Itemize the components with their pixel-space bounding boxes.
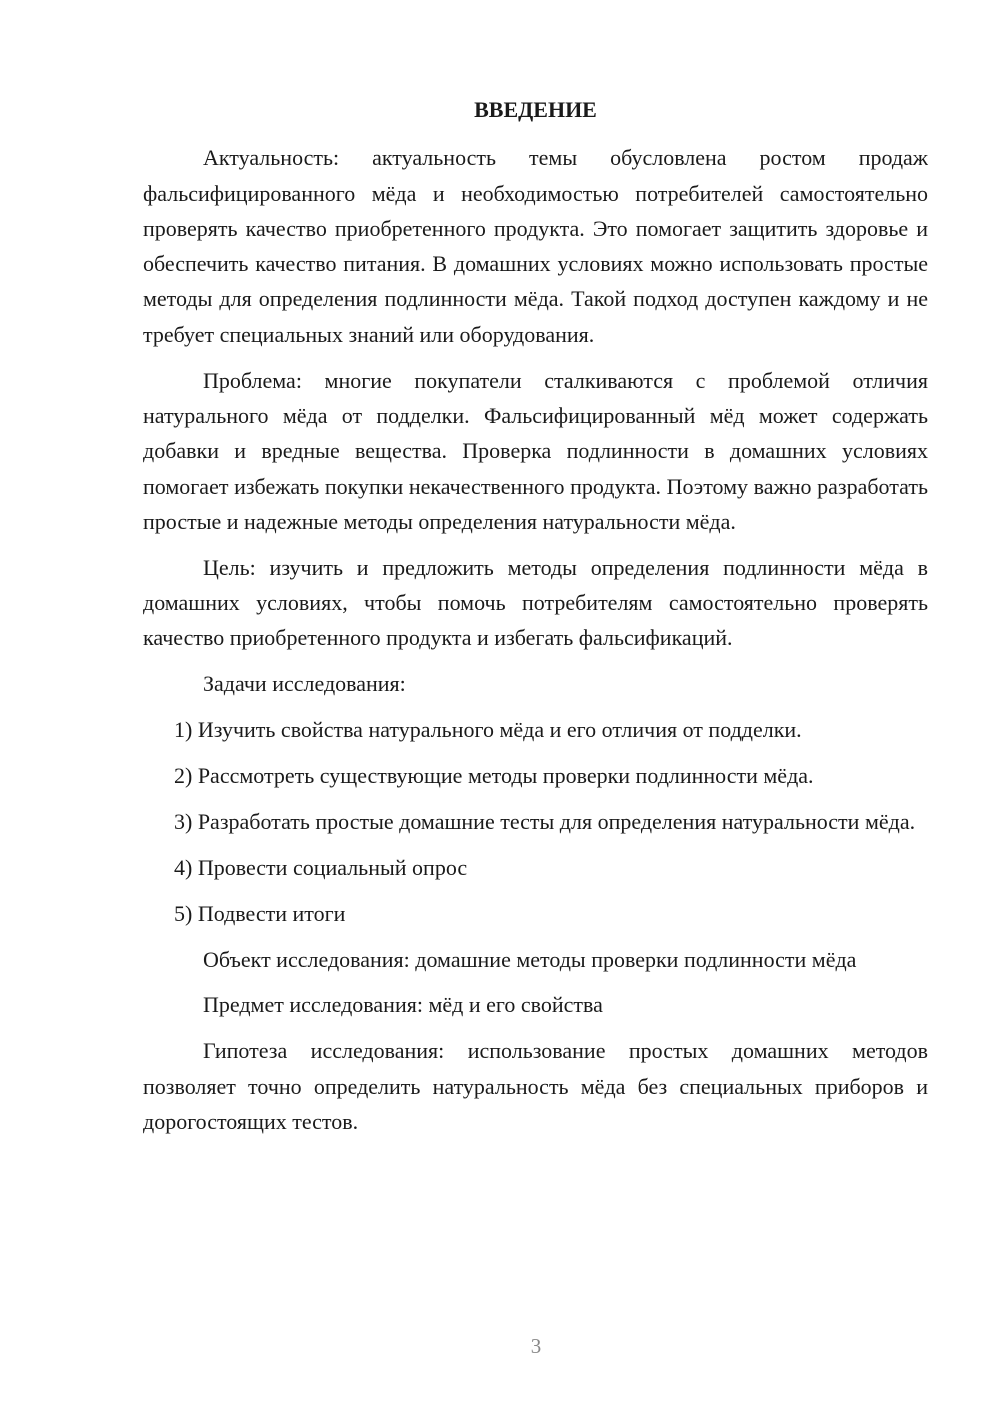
page-number: 3 [530, 1334, 542, 1358]
goal-paragraph: Цель: изучить и предложить методы определения подлинности мёда в домашних условиях, чтобы помочь потребителям самостоятельно проверять качество приобретенного продукта и избегать фальсификаций. [143, 554, 928, 651]
hypothesis-paragraph: Гипотеза исследования: использование простых домашних методов позволяет точно определить натуральность мёда без специальных приборов и дорогостоящих тестов. [143, 1038, 928, 1134]
page-title: ВВЕДЕНИЕ [474, 97, 597, 122]
object-paragraph: Объект исследования: домашние методы проверки подлинности мёда [203, 946, 857, 972]
task-item: 5) Подвести итоги [174, 900, 346, 926]
problem-paragraph: Проблема: многие покупатели сталкиваются с проблемой отличия натурального мёда от подделки. Фальсифицированный мёд может содержать добавки и вредные вещества. Проверка подлинности в домашних условиях помогает избежать покупки некачественного продукта. Поэтому важно разработать простые и надежные методы определения натуральности мёда. [143, 367, 928, 534]
task-item: 4) Провести социальный опрос [174, 854, 468, 880]
relevance-paragraph: Актуальность: актуальность темы обусловлена ростом продаж фальсифицированного мёда и необходимостью потребителей самостоятельно проверять качество приобретенного продукта. Это помогает защитить здоровье и обеспечить качество питания. В домашних условиях можно использовать простые методы для определения подлинности мёда. Такой подход доступен каждому и не требует специальных знаний или оборудования. [143, 145, 928, 347]
subject-paragraph: Предмет исследования: мёд и его свойства [203, 992, 603, 1018]
task-item: 1) Изучить свойства натурального мёда и его отличия от подделки. [174, 717, 802, 743]
task-item: 2) Рассмотреть существующие методы проверки подлинности мёда. [174, 763, 814, 789]
task-item: 3) Разработать простые домашние тесты для определения натуральности мёда. [174, 808, 916, 834]
page-content [143, 92, 928, 1139]
tasks-heading: Задачи исследования: [203, 671, 406, 697]
